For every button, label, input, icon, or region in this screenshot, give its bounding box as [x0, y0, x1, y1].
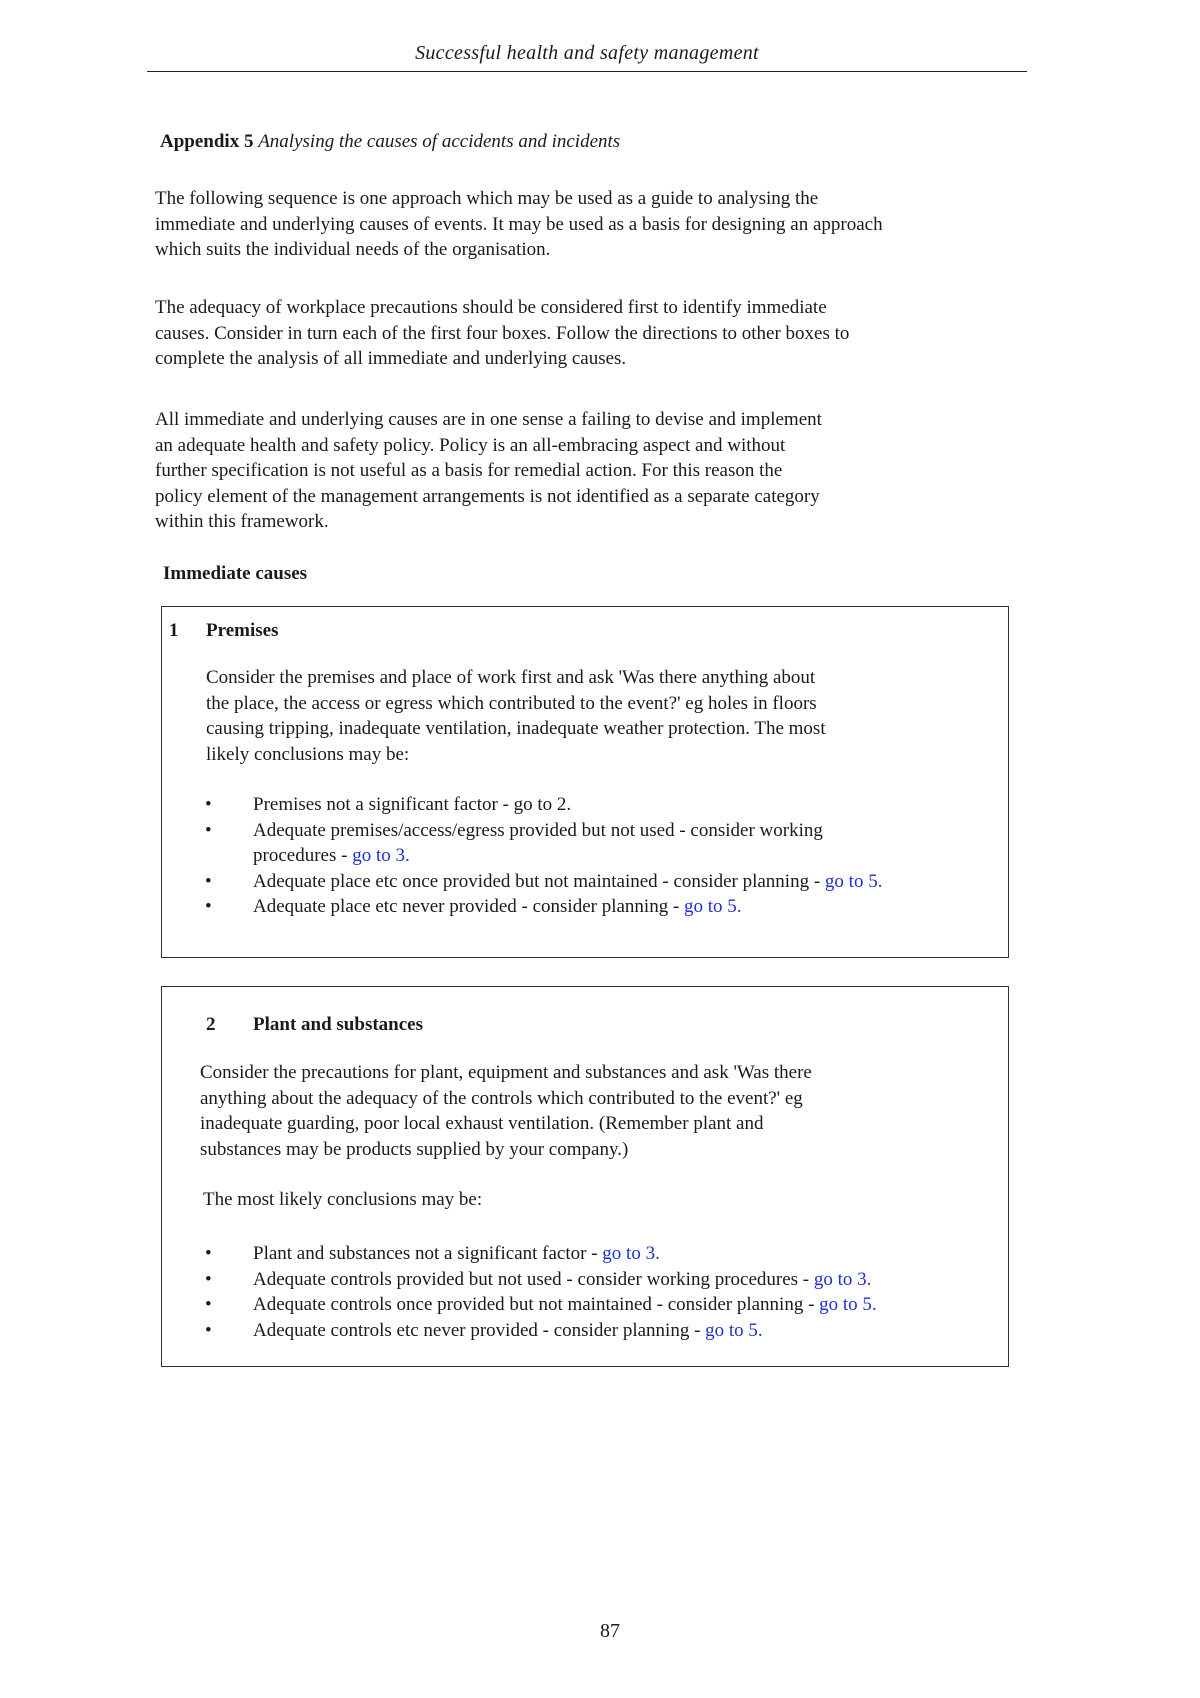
list-item: [205, 894, 1005, 920]
goto-link[interactable]: go to 3.: [813, 1268, 872, 1290]
appendix-title: [160, 131, 620, 153]
list-item: [205, 1318, 1005, 1344]
bullet-icon: •: [205, 1243, 212, 1264]
item-text: Adequate controls etc never provided - consider planning -: [253, 1319, 706, 1341]
text-line: causes. Consider in turn each of the first four boxes. Follow the directions to other boxes to: [155, 322, 850, 344]
goto-link[interactable]: go to 3.: [352, 845, 410, 866]
box-heading: Premises: [206, 620, 279, 641]
goto-link[interactable]: go to 5.: [684, 896, 742, 917]
item-text: Adequate place etc once provided but not maintained - consider planning -: [253, 870, 825, 892]
intro-paragraph-2: [155, 295, 1035, 372]
list-item: [205, 1267, 1005, 1293]
box-premises: [161, 606, 1009, 958]
list-item: [205, 869, 1005, 895]
goto-link[interactable]: go to 5.: [819, 1294, 877, 1315]
text-line: the place, the access or egress which contributed to the event?' eg holes in floors: [206, 692, 817, 714]
goto-link[interactable]: go to 5.: [824, 870, 883, 892]
box-heading: Plant and substances: [253, 1014, 423, 1035]
appendix-label: Appendix 5: [160, 131, 254, 152]
list-item: [205, 1241, 1005, 1267]
bullet-icon: •: [205, 1319, 212, 1341]
running-header: Successful health and safety management: [415, 42, 759, 64]
text-line: Consider the premises and place of work first and ask 'Was there anything about: [206, 667, 816, 688]
text-line: which suits the individual needs of the organisation.: [155, 239, 551, 260]
text-line: further specification is not useful as a basis for remedial action. For this reason the: [155, 460, 783, 481]
item-text: Premises not a significant factor - go to 2.: [253, 794, 572, 815]
text-line: substances may be products supplied by your company.): [200, 1138, 629, 1160]
list-item: [205, 1292, 1005, 1318]
item-text: Adequate controls once provided but not maintained - consider planning -: [253, 1294, 820, 1315]
appendix-subtitle: Analysing the causes of accidents and incidents: [258, 131, 621, 152]
text-line: within this framework.: [155, 511, 329, 532]
text-line: Consider the precautions for plant, equipment and substances and ask 'Was there: [200, 1062, 812, 1083]
box-description: [200, 1060, 1000, 1162]
box-lead-text: The most likely conclusions may be:: [203, 1189, 483, 1210]
conclusions-list: [205, 1241, 1005, 1343]
bullet-icon: •: [205, 1294, 212, 1315]
text-line: The following sequence is one approach which may be used as a guide to analysing the: [155, 188, 819, 209]
bullet-icon: •: [205, 870, 212, 892]
text-line: The adequacy of workplace precautions should be considered first to identify immediate: [155, 297, 827, 318]
intro-paragraph-3: [155, 407, 1035, 535]
item-text: Plant and substances not a significant factor -: [253, 1243, 603, 1264]
goto-link[interactable]: go to 3.: [602, 1243, 660, 1264]
box-number: 2: [206, 1014, 216, 1035]
box-description: [206, 665, 996, 767]
text-line: policy element of the management arrangements is not identified as a separate category: [155, 485, 820, 507]
item-text: procedures -: [253, 845, 353, 866]
text-line: All immediate and underlying causes are in one sense a failing to devise and implement: [155, 409, 822, 430]
bullet-icon: •: [205, 794, 212, 815]
bullet-icon: •: [205, 896, 212, 917]
item-text: Adequate place etc never provided - consider planning -: [253, 896, 685, 917]
conclusions-list: [205, 792, 1005, 920]
section-heading: Immediate causes: [163, 563, 308, 584]
item-text: Adequate controls provided but not used - consider working procedures -: [253, 1268, 814, 1290]
goto-link[interactable]: go to 5.: [705, 1319, 763, 1341]
header-rule: [147, 71, 1027, 72]
box-number: 1: [169, 620, 179, 641]
bullet-icon: •: [205, 819, 212, 841]
intro-paragraph-1: [155, 186, 1035, 263]
text-line: complete the analysis of all immediate and underlying causes.: [155, 348, 627, 369]
page-number: 87: [600, 1620, 620, 1642]
text-line: likely conclusions may be:: [206, 743, 410, 765]
text-line: causing tripping, inadequate ventilation, inadequate weather protection. The most: [206, 718, 826, 739]
text-line: an adequate health and safety policy. Policy is an all-embracing aspect and without: [155, 434, 786, 456]
bullet-icon: •: [205, 1268, 212, 1290]
list-item: [205, 792, 1005, 818]
list-item: [205, 818, 1005, 869]
item-text: Adequate premises/access/egress provided but not used - consider working: [253, 819, 823, 841]
text-line: inadequate guarding, poor local exhaust ventilation. (Remember plant and: [200, 1113, 764, 1134]
box-plant-and-substances: [161, 986, 1009, 1367]
text-line: anything about the adequacy of the controls which contributed to the event?' eg: [200, 1087, 803, 1109]
text-line: immediate and underlying causes of events. It may be used as a basis for designing an approach: [155, 213, 883, 235]
